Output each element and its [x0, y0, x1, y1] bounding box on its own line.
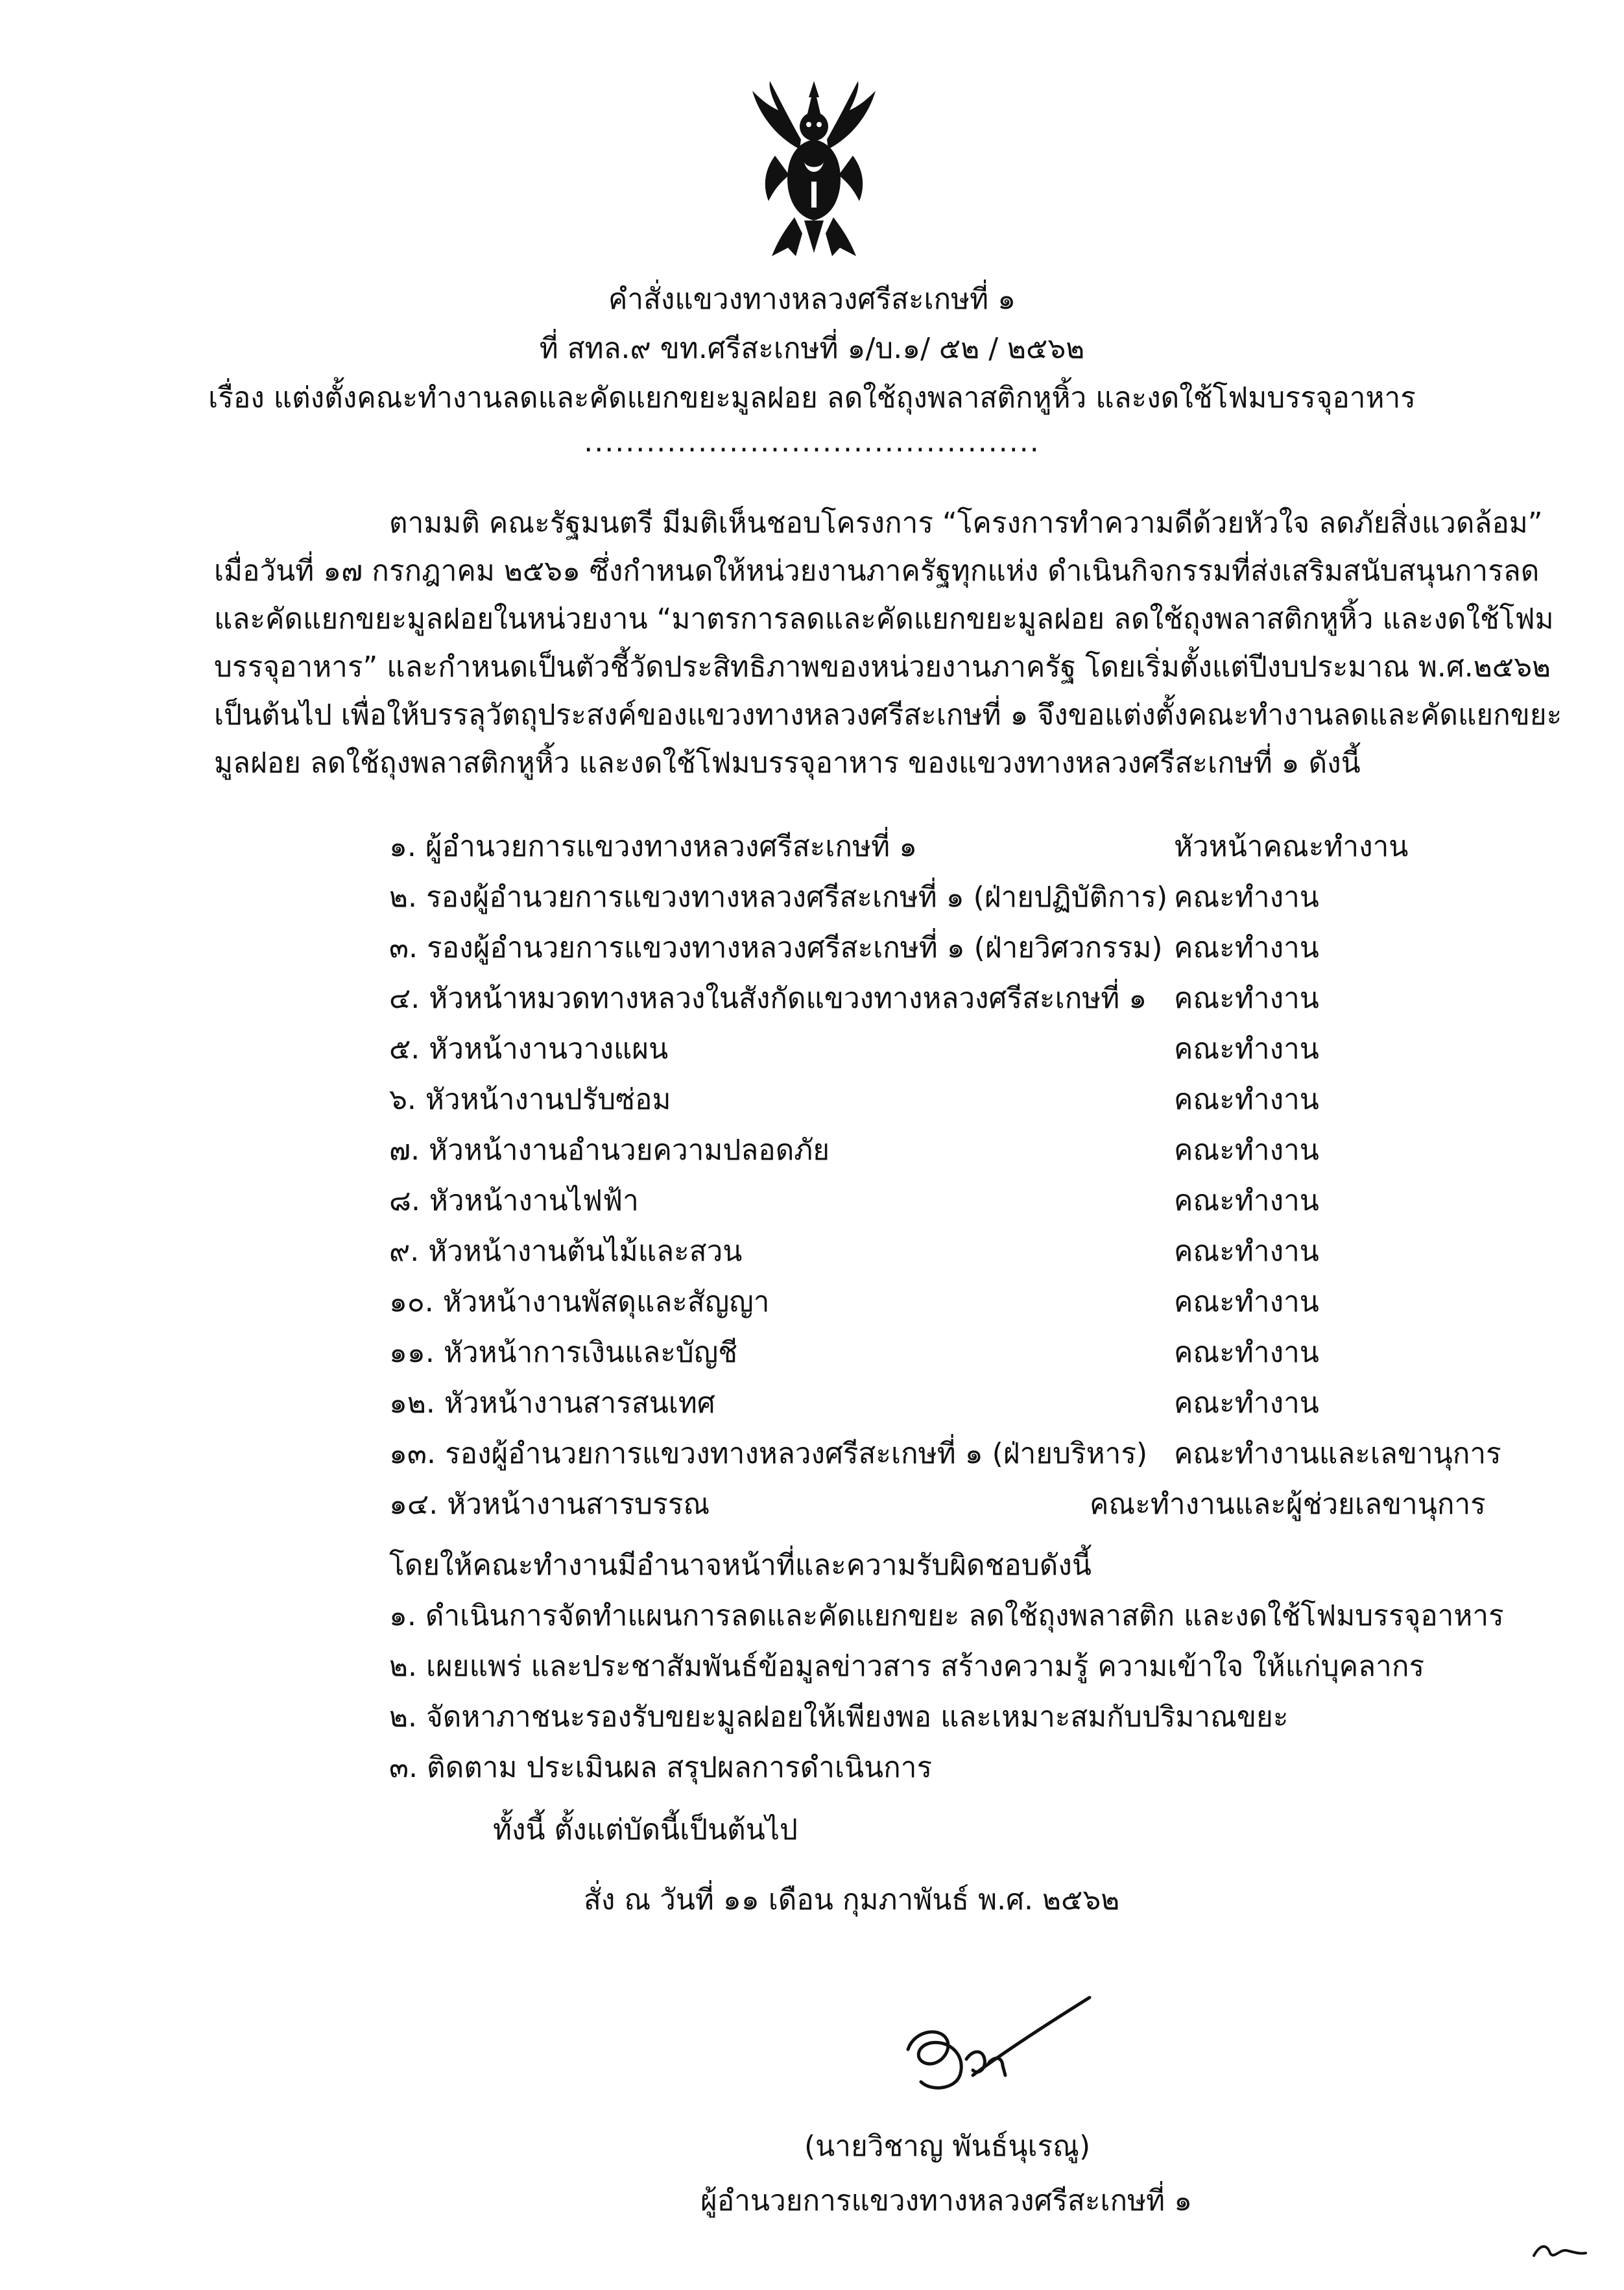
member-row: [389, 1429, 1501, 1479]
member-role: หัวหน้าคณะทำงาน: [1174, 830, 1409, 863]
member-role: คณะทำงาน: [1174, 1032, 1319, 1066]
handwritten-mark-icon: [1531, 2237, 1589, 2263]
intro-line: ตามมติ คณะรัฐมนตรี มีมติเห็นชอบโครงการ “โครงการทำความดีด้วยหัวใจ ลดภัยสิ่งแวดล้อม”: [389, 507, 1543, 540]
signatory-name: (นายวิชาญ พันธ์นุเรณู): [804, 2130, 1091, 2163]
member-row: [389, 822, 1459, 872]
member-row: [389, 1025, 1459, 1074]
intro-line: เป็นต้นไป เพื่อให้บรรลุวัตถุประสงค์ของแขวงทางหลวงศรีสะเกษที่ ๑ จึงขอแต่งตั้งคณะทำงานลดและคัดแยกขยะ: [214, 698, 1562, 732]
member-row: [389, 1075, 1459, 1125]
order-title: คำสั่งแขวงทางหลวงศรีสะเกษที่ ๑: [608, 283, 1016, 316]
member-row: [389, 1227, 1459, 1276]
intro-paragraph: [214, 499, 1562, 787]
member-row: [389, 1480, 1486, 1529]
intro-line: เมื่อวันที่ ๑๗ กรกฎาคม ๒๕๖๑ ซึ่งกำหนดให้หน่วยงานภาครัฐทุกแห่ง ดำเนินกิจกรรมที่ส่งเสริมสนับสนุนการลด: [214, 555, 1540, 588]
intro-line: และคัดแยกขยะมูลฝอยในหน่วยงาน “มาตรการลดและคัดแยกขยะมูลฝอย ลดใช้ถุงพลาสติกหูหิ้ว และงดใช้โฟม: [214, 602, 1554, 636]
signature-icon: [869, 1978, 1103, 2121]
member-role: คณะทำงาน: [1174, 982, 1319, 1015]
member-name: ๙. หัวหน้างานต้นไม้และสวน: [389, 1235, 743, 1268]
duty-item: ๓. ติดตาม ประเมินผล สรุปผลการดำเนินการ: [389, 1751, 933, 1784]
subject-line: เรื่อง แต่งตั้งคณะทำงานลดและคัดแยกขยะมูลฝอย ลดใช้ถุงพลาสติกหูหิ้ว และงดใช้โฟมบรรจุอาหาร: [208, 381, 1416, 414]
member-name: ๑. ผู้อำนวยการแขวงทางหลวงศรีสะเกษที่ ๑: [389, 830, 917, 863]
member-name: ๑๐. หัวหน้างานพัสดุและสัญญา: [389, 1285, 770, 1318]
duty-item: ๒. จัดหาภาชนะรองรับขยะมูลฝอยให้เพียงพอ และเหมาะสมกับปริมาณขยะ: [389, 1700, 1289, 1734]
duties-heading: โดยให้คณะทำงานมีอำนาจหน้าที่และความรับผิดชอบดังนี้: [389, 1549, 1092, 1582]
member-role: คณะทำงาน: [1174, 1134, 1319, 1167]
member-row: [389, 1126, 1459, 1175]
document-number: ที่ สทล.๙ ขท.ศรีสะเกษที่ ๑/บ.๑/ ๕๒ / ๒๕๖๒: [539, 332, 1085, 365]
separator-dots: ............................................: [584, 425, 1040, 459]
member-role: คณะทำงาน: [1174, 1235, 1319, 1268]
duty-item: ๑. ดำเนินการจัดทำแผนการลดและคัดแยกขยะ ลดใช้ถุงพลาสติก และงดใช้โฟมบรรจุอาหาร: [389, 1599, 1504, 1632]
member-row: [389, 1176, 1459, 1226]
member-name: ๘. หัวหน้างานไฟฟ้า: [389, 1184, 639, 1217]
member-name: ๕. หัวหน้างานวางแผน: [389, 1032, 669, 1066]
member-row: [389, 1278, 1459, 1327]
member-role: คณะทำงาน: [1174, 1387, 1319, 1420]
effective-statement: ทั้งนี้ ตั้งแต่บัดนี้เป็นต้นไป: [493, 1813, 798, 1846]
member-name: ๑๑. หัวหน้าการเงินและบัญชี: [389, 1336, 738, 1369]
member-row: [389, 924, 1459, 973]
member-role: คณะทำงาน: [1174, 1285, 1319, 1318]
order-date: สั่ง ณ วันที่ ๑๑ เดือน กุมภาพันธ์ พ.ศ. ๒๕๖๒: [584, 1883, 1120, 1916]
member-name: ๑๔. หัวหน้างานสารบรรณ: [389, 1488, 710, 1521]
member-role: คณะทำงาน: [1174, 1184, 1319, 1217]
member-role: คณะทำงานและเลขานุการ: [1174, 1437, 1501, 1470]
member-row: [389, 873, 1459, 922]
member-name: ๓. รองผู้อำนวยการแขวงทางหลวงศรีสะเกษที่ ๑ (ฝ่ายวิศวกรรม): [389, 931, 1163, 964]
member-role: คณะทำงาน: [1174, 881, 1319, 914]
member-name: ๖. หัวหน้างานปรับซ่อม: [389, 1083, 671, 1116]
member-name: ๒. รองผู้อำนวยการแขวงทางหลวงศรีสะเกษที่ ๑ (ฝ่ายปฏิบัติการ): [389, 881, 1168, 914]
member-name: ๑๓. รองผู้อำนวยการแขวงทางหลวงศรีสะเกษที่ ๑ (ฝ่ายบริหาร): [389, 1437, 1148, 1470]
member-name: ๑๒. หัวหน้างานสารสนเทศ: [389, 1387, 715, 1420]
member-row: [389, 1379, 1459, 1428]
member-role: คณะทำงาน: [1174, 931, 1319, 964]
member-role: คณะทำงานและผู้ช่วยเลขานุการ: [1090, 1488, 1486, 1521]
signatory-position: ผู้อำนวยการแขวงทางหลวงศรีสะเกษที่ ๑: [700, 2184, 1193, 2217]
member-role: คณะทำงาน: [1174, 1336, 1319, 1369]
member-row: [389, 1328, 1459, 1378]
duty-item: ๒. เผยแพร่ และประชาสัมพันธ์ข้อมูลข่าวสาร สร้างความรู้ ความเข้าใจ ให้แก่บุคลากร: [389, 1650, 1425, 1683]
intro-line: บรรจุอาหาร” และกำหนดเป็นตัวชี้วัดประสิทธิภาพของหน่วยงานภาครัฐ โดยเริ่มตั้งแต่ปีงบประมาณ พ.ศ.๒๕๖๒: [214, 650, 1551, 684]
member-role: คณะทำงาน: [1174, 1083, 1319, 1116]
intro-line: มูลฝอย ลดใช้ถุงพลาสติกหูหิ้ว และงดใช้โฟมบรรจุอาหาร ของแขวงทางหลวงศรีสะเกษที่ ๑ ดังนี้: [214, 746, 1361, 780]
garuda-emblem-icon: [749, 78, 879, 259]
member-name: ๗. หัวหน้างานอำนวยความปลอดภัย: [389, 1134, 830, 1167]
member-row: [389, 974, 1459, 1023]
member-name: ๔. หัวหน้าหมวดทางหลวงในสังกัดแขวงทางหลวงศรีสะเกษที่ ๑: [389, 982, 1147, 1015]
